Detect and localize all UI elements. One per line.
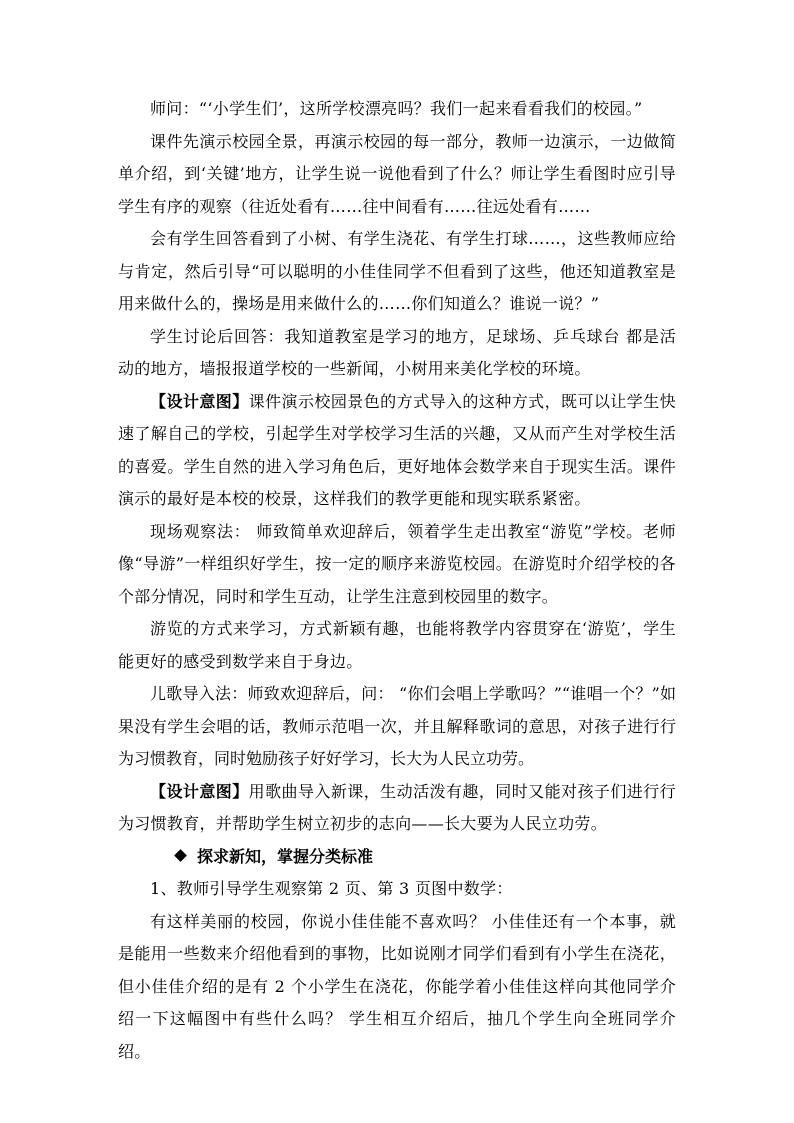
paragraph-text: 学生讨论后回答：我知道教室是学习的地方，足球场、乒乓球台 都是活动的地方，墙报报道学校的一些新闻，小树用来美化学校的环境。	[118, 326, 676, 378]
section-heading-text: 探求新知，掌握分类标准	[197, 846, 374, 866]
paragraph-introduce-numbers	[118, 906, 676, 1069]
paragraph-text: 课件演示校园景色的方式导入的这种方式，既可以让学生快速了解自己的学校，引起学生对学校学习生活的兴趣，又从而产生对学校生活的喜爱。学生自然的进入学习角色后，更好地体会数学来自于现实生活。课件演示的最好是本校的校景，这样我们的教学更能和现实联系紧密。	[118, 391, 676, 508]
paragraph-step-1	[118, 873, 676, 906]
paragraph-song-method	[118, 678, 676, 776]
diamond-bullet-icon	[174, 849, 187, 862]
paragraph-field-observation	[118, 516, 676, 614]
paragraph-text: 1、教师引导学生观察第 2 页、第 3 页图中数学：	[150, 879, 513, 898]
paragraph-teacher-question	[118, 93, 676, 126]
paragraph-student-answers	[118, 223, 676, 321]
paragraph-text: 会有学生回答看到了小树、有学生浇花、有学生打球……，这些教师应给与肯定，然后引导“可以聪明的小佳佳同学不但看到了这些，他还知道教室是用来做什么的，操场是用来做什么的……你们知道么？谁说一说？”	[118, 229, 676, 313]
paragraph-courseware-demo	[118, 126, 676, 224]
paragraph-text: 现场观察法： 师致简单欢迎辞后，领着学生走出教室“游览”学校。老师像“导游”一样组织好学生，按一定的顺序来游览校园。在游览时介绍学校的各个部分情况，同时和学生互动，让学生注意到校园里的数字。	[118, 521, 676, 606]
paragraph-text: 课件先演示校园全景，再演示校园的每一部分，教师一边演示，一边做简单介绍，到‘关键’地方，让学生说一说他看到了什么？师让学生看图时应引导学生有序的观察（往近处看有……往中间看有……往远处看有……	[118, 131, 676, 216]
paragraph-tour-method	[118, 613, 676, 678]
paragraph-text: 用歌曲导入新课，生动活泼有趣，同时又能对孩子们进行行为习惯教育，并帮助学生树立初步的志向——长大要为人民立功劳。	[118, 781, 676, 833]
design-intent-label: 【设计意图】	[150, 781, 249, 801]
paragraph-discussion	[118, 321, 676, 386]
paragraph-text: 有这样美丽的校园，你说小佳佳能不喜欢吗？ 小佳佳还有一个本事，就是能用一些数来介绍他看到的事物，比如说刚才同学们看到有小学生在浇花，但小佳佳介绍的是有 2 个小学生在浇花，你能学着小佳佳这样向其他同学介绍一下这幅图中有些什么吗？ 学生相互介绍后，抽几个学生向全班同学介绍。	[118, 911, 676, 1061]
paragraph-design-intent-2	[118, 776, 676, 841]
paragraph-design-intent-1	[118, 386, 676, 516]
paragraph-text: 儿歌导入法：师致欢迎辞后，问： “你们会唱上学歌吗？”“谁唱一个？”如果没有学生会唱的话，教师示范唱一次，并且解释歌词的意思，对孩子进行行为习惯教育，同时勉励孩子好好学习，长大为人民立功劳。	[118, 684, 676, 768]
design-intent-label: 【设计意图】	[150, 391, 249, 411]
document-page	[118, 93, 676, 1068]
paragraph-text: 游览的方式来学习，方式新颖有趣，也能将教学内容贯穿在‘游览’，学生能更好的感受到数学来自于身边。	[118, 619, 676, 671]
section-heading	[118, 841, 676, 874]
paragraph-text: 师问：“‘小学生们’，这所学校漂亮吗？我们一起来看看我们的校园。”	[150, 99, 643, 118]
